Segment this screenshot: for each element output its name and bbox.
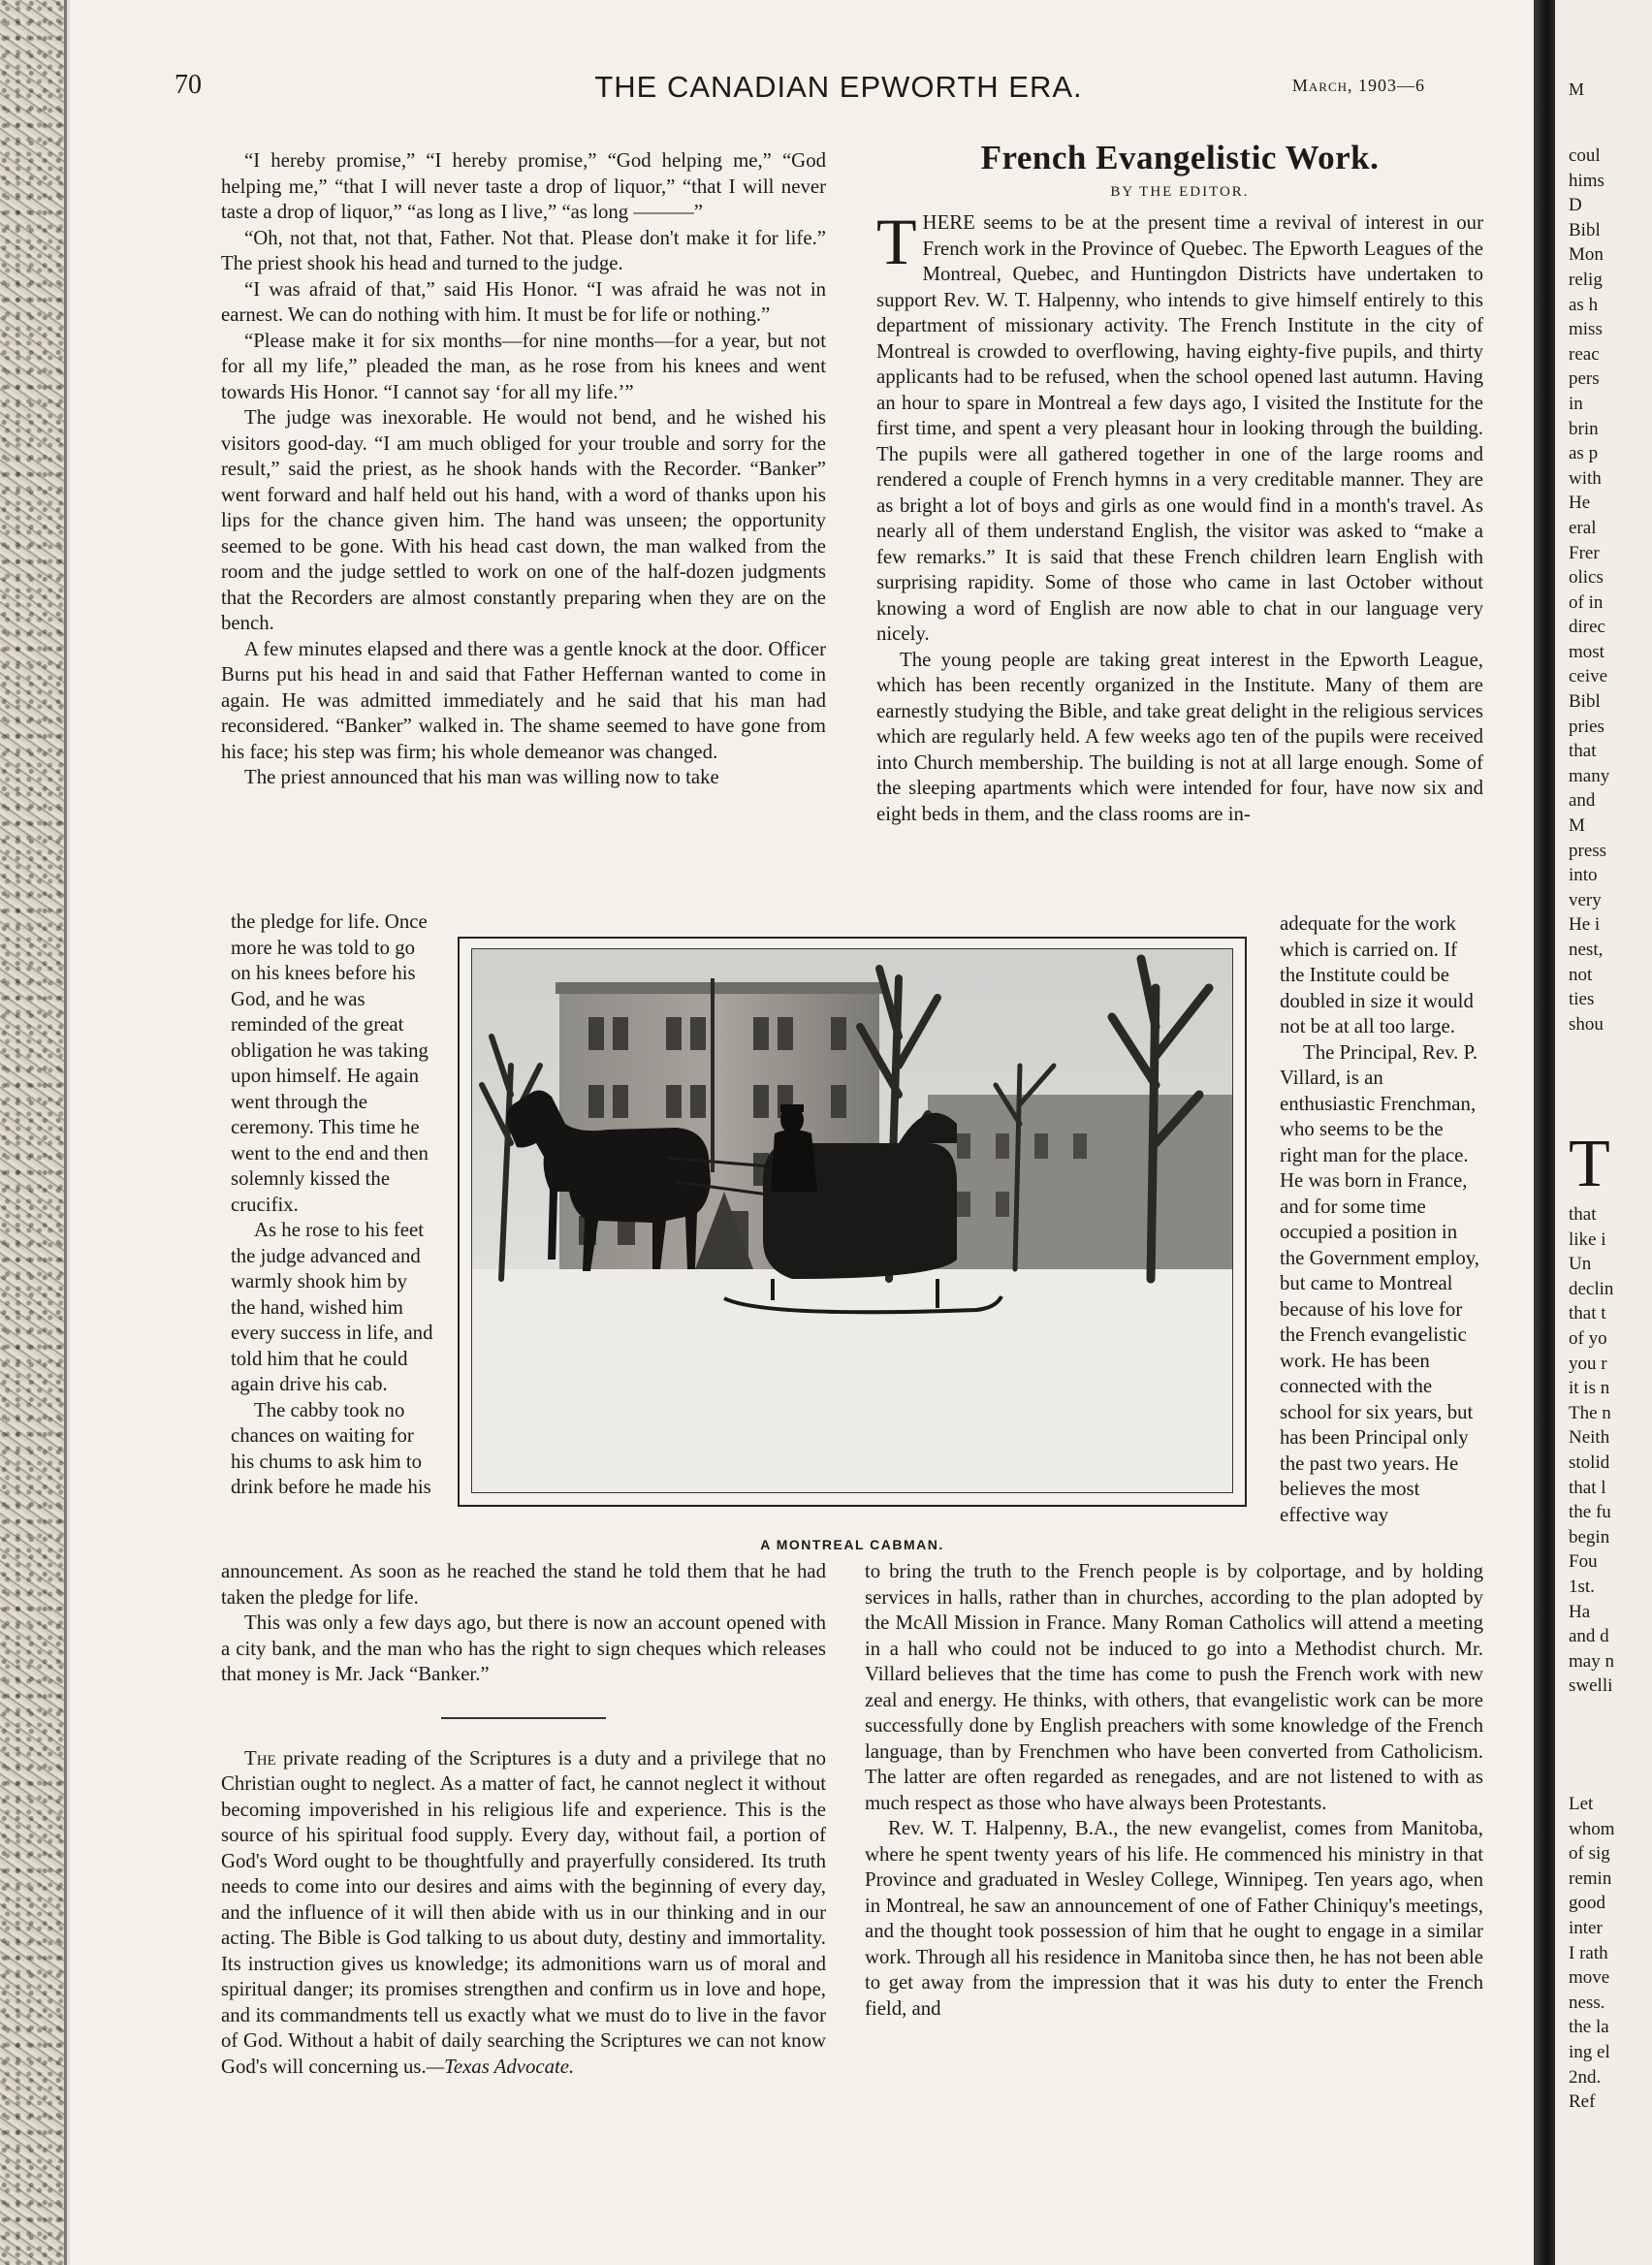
paragraph: Rev. W. T. Halpenny, B.A., the new evangelist, comes from Manitoba, where he spent twenty years of his life. He commenced his ministry in that Province and graduated in Wesley College, Winnipeg. Ten years ago, when in Montreal, he saw an announcement of one of Father Chiniquy's meetings, and the thought took possession of him that he ought to engage in a similar work. Through all his residence in Manitoba since then, he has not been able to get away from the impression that it was his duty to enter the French field, and [865,1817,1483,2020]
next-page-line: Mon [1569,244,1604,266]
next-page-line: it is n [1569,1378,1610,1399]
publication-title: THE CANADIAN EPWORTH ERA. [594,70,1083,104]
next-page-line: as h [1569,294,1599,315]
cabman-photo [471,948,1233,1493]
next-page-line: relig [1569,269,1603,290]
next-page-line: I rath [1569,1942,1608,1963]
next-page-line: eral [1569,517,1597,538]
next-page-line: as p [1569,443,1599,464]
next-page-line: ing el [1569,2041,1610,2062]
scripture-paragraph [221,1746,826,2081]
next-page-lines-top [1569,144,1609,1037]
paragraph: The cabby took no chances on waiting for his chums to ask him to drink before he made his [231,1398,431,1498]
next-page-line: of in [1569,591,1604,613]
next-page-line: Neith [1569,1427,1610,1449]
next-page-line: Bibl [1569,691,1601,713]
issue-date: March, 1903—6 [1291,76,1425,95]
next-page-line: that t [1569,1303,1606,1324]
lead-word: The [244,1746,276,1770]
next-page-line: miss [1569,319,1603,340]
photo-frame [458,937,1247,1507]
next-page-drop-cap: T [1569,1127,1610,1201]
paragraph: “Oh, not that, not that, Father. Not that. Please don't make it for life.” The priest shook his head and turned to the judge. [221,226,826,274]
paragraph: “I was afraid of that,” said His Honor. “I was afraid he was not in earnest. We can do nothing with him. It must be for life or nothing.” [221,277,826,326]
first-paragraph-text: HERE seems to be at the present time a revival of interest in our French work in the Province of Quebec. The Epworth Leagues of the Montreal, Quebec, and Huntingdon Districts have undertaken to support Rev. W. T. Halpenny, who intends to give himself entirely to this department of missionary activity. The French Institute in the city of Montreal is crowded to overflowing, having eighty-five pupils, and thirty applicants had to be refused, when the school opened last autumn. Having an hour to spare in Montreal a few days ago, I visited the Institute for the first time, and spent a very pleasant hour in looking through the building. The pupils were all gathered together in one of the large rooms and rendered a couple of French hymns in a very creditable manner. They are as bright a lot of boys and girls as one would find in a month's travel. As nearly all of them understand English, the visitor was asked to “make a few remarks.” It is said that these French children learn English with surprising rapidity. Some of those who came in last October without knowing a word of English are now able to chat in our language very nicely. [876,211,1483,645]
next-page-line: nest, [1569,940,1604,960]
next-page-line: with [1569,467,1602,489]
next-page-line: in [1569,393,1583,414]
next-page-header-letter: M [1569,80,1585,99]
next-page-line: begin [1569,1526,1610,1547]
article-title: French Evangelistic Work. [980,139,1380,176]
page-header [175,70,1503,109]
next-page-line: Let [1569,1794,1594,1814]
paragraph: This was only a few days ago, but there is now an account opened with a city bank, and the man who has the right to sign cheques which releases that money is Mr. Jack “Banker.” [221,1611,826,1685]
next-page-line: the fu [1569,1502,1611,1523]
next-page-line: direc [1569,617,1605,638]
section-divider [441,1717,606,1719]
next-page-line: olics [1569,567,1604,589]
next-page-line: Frer [1569,542,1600,563]
decorative-binding-border [0,0,67,2265]
next-page-fragment [1555,0,1652,2265]
paragraph: adequate for the work which is carried on. If the Institute could be doubled in size it would not be at all too large. [1280,912,1474,1037]
next-page-line: press [1569,840,1607,861]
next-page-line: shou [1569,1013,1604,1035]
next-page-line: M [1569,815,1585,837]
next-page-line: brin [1569,418,1599,439]
next-page-line: inter [1569,1917,1603,1938]
next-page-line: pers [1569,368,1600,390]
next-page-line: D [1569,195,1582,216]
next-page-line: Un [1569,1254,1592,1275]
next-page-line: coul [1569,145,1601,166]
paragraph: The Principal, Rev. P. Villard, is an enthusiastic Frenchman, who seems to be the right man for the place. He was born in France, and for some time occupied a position in the Government employ, but came to Montreal because of his love for the French evangelistic work. He has been connected with the school for six years, but has been Principal only the past two years. He believes the most effective way [1280,1040,1479,1526]
paragraph: announcement. As soon as he reached the stand he told them that he had taken the pledge for life. [221,1560,826,1609]
cabman-sleigh-illustration [472,949,1232,1492]
next-page-line: He i [1569,914,1601,936]
paragraph: The judge was inexorable. He would not bend, and he wished his visitors good-day. “I am much obliged for your trouble and sorry for the result,” said the priest, as he shook hands with the Recorder. “Banker” went forward and half held out his hand, with a word of thanks upon his lips for the chance given him. The hand was unseen; the opportunity seemed to be gone. With his head cast down, the man walked from the room and the judge settled to work on one of the half-dozen judgments that the Recorders are almost constantly preparing when they are on the bench. [221,406,826,634]
next-page-lines-mid [1569,1202,1614,1699]
next-page-line: into [1569,865,1598,886]
first-paragraph [876,205,1483,648]
next-page-line: good [1569,1893,1605,1914]
next-page-line: that [1569,741,1597,762]
page-gutter [1534,0,1555,2265]
next-page-line: the la [1569,2017,1609,2038]
right-column-top [876,139,1483,827]
next-page-line: ceive [1569,666,1608,687]
paragraph: As he rose to his feet the judge advanced and warmly shook him by the hand, wished him every success in life, and told him that he could again drive his cab. [231,1219,433,1395]
next-page-line: He [1569,493,1591,514]
next-page-line: very [1569,889,1602,910]
scripture-text: private reading of the Scriptures is a duty and a privilege that no Christian ought to neglect. As a matter of fact, he cannot neglect it without becoming impoverished in his religious life and experience. This is the source of his spiritual food supply. Every day, without fail, a portion of God's Word ought to be thoughtfully and prayerfully considered. Its truth needs to come into our desires and aims with the beginning of every day, and the influence of it will then abide with us in our thinking and in our acting. The Bible is God talking to us about duty, destiny and immortality. Its instruction gives us knowledge; its admonitions warn us of moral and spiritual danger; its promises strengthen and confirm us in love and hope, and its commandments tell us exactly what we must do to live in the favor of God. Without a habit of daily searching the Scriptures we can not know God's will concerning us. [221,1746,827,2078]
next-page-line: that l [1569,1477,1606,1498]
next-page-line: and [1569,790,1596,812]
scripture-source: —Texas Advocate. [426,2055,575,2078]
next-page-line: that [1569,1204,1597,1225]
paragraph: A few minutes elapsed and there was a gentle knock at the door. Officer Burns put his head in and said that Father Heffernan wanted to come in again. He was admitted immediately and he said that his man had reconsidered. “Banker” walked in. The shame seemed to have gone from his face; his step was firm; his whole demeanor was changed. [221,637,826,763]
next-page-line: whom [1569,1818,1615,1839]
next-page-line: Bibl [1569,219,1601,240]
next-page-line: not [1569,964,1593,985]
photo-caption: A MONTREAL CABMAN. [760,1537,944,1552]
paragraph: “I hereby promise,” “I hereby promise,” “God helping me,” “God helping me,” “that I will never taste a drop of liquor,” “that I will never taste a drop of liquor,” “as long as I live,” “as long ———” [221,149,826,223]
next-page-lines-bottom [1569,1792,1615,2115]
next-page-line: and d [1569,1626,1609,1647]
drop-cap: T [876,205,917,278]
next-page-line: ness. [1569,1992,1605,2013]
next-page-line: The n [1569,1402,1611,1423]
page-number: 70 [175,70,202,100]
left-column-top [221,148,826,791]
next-page-line: 1st. [1569,1576,1595,1597]
left-column-narrow [231,909,434,1501]
next-page-line: swelli [1569,1675,1613,1697]
next-page-line: 2nd. [1569,2066,1602,2088]
next-page-line: may n [1569,1650,1614,1672]
next-page-line: declin [1569,1278,1614,1299]
next-page-line: Ha [1569,1601,1591,1622]
paragraph: The young people are taking great interest in the Epworth League, which has been recently organized in the Institute. Many of them are earnestly studying the Bible, and take great delight in the religious services which are regularly held. A few weeks ago ten of the pupils were received into Church membership. The building is not at all large enough. Some of the sleeping apartments which were intended for four, have now six and eight beds in them, and the class rooms are in- [876,648,1483,825]
next-page-line: many [1569,765,1610,786]
right-column-narrow [1280,911,1483,1528]
next-page-line: you r [1569,1353,1607,1374]
next-page-line: Fou [1569,1551,1598,1573]
next-page-line: remin [1569,1867,1612,1889]
next-page-line: stolid [1569,1452,1610,1473]
left-column-bottom [221,1559,826,2080]
right-column-bottom [865,1559,1483,2022]
next-page-line: move [1569,1967,1610,1989]
paragraph: to bring the truth to the French people is by colportage, and by holding services in halls, rather than in churches, according to the plan adopted by the McAll Mission in France. Many Roman Catholics will attend a meeting in a hall who could not be induced to go into a Methodist church. Mr. Villard believes that the time has come to push the French work with new zeal and energy. He thinks, with others, that evangelistic work can be more successfully done by English preachers with some knowledge of the French language, than by Frenchmen who have been converted from Catholicism. The latter are often regarded as renegades, and are not listened to with as much respect as those who have always been Protestants. [865,1560,1483,1814]
next-page-line: pries [1569,716,1604,737]
paragraph: “Please make it for six months—for nine months—for a year, but not for all my life,” pleaded the man, as he rose from his knees and went towards His Honor. “I cannot say ‘for all my life.’” [221,329,826,403]
next-page-line: hims [1569,170,1604,191]
paragraph: the pledge for life. Once more he was told to go on his knees before his God, and he was reminded of the great obligation he was taking upon himself. He again went through the ceremony. This time he went to the end and then solemnly kissed the crucifix. [231,910,429,1216]
next-page-line: like i [1569,1228,1606,1250]
next-page-line: of sig [1569,1843,1610,1865]
next-page-line: ties [1569,989,1595,1010]
next-page-line: of yo [1569,1327,1607,1349]
next-page-line: reac [1569,343,1600,365]
article-byline: BY THE EDITOR. [1110,183,1250,200]
next-page-line: most [1569,641,1604,662]
next-page-line: Ref [1569,2091,1596,2113]
paragraph: The priest announced that his man was willing now to take [244,766,719,788]
